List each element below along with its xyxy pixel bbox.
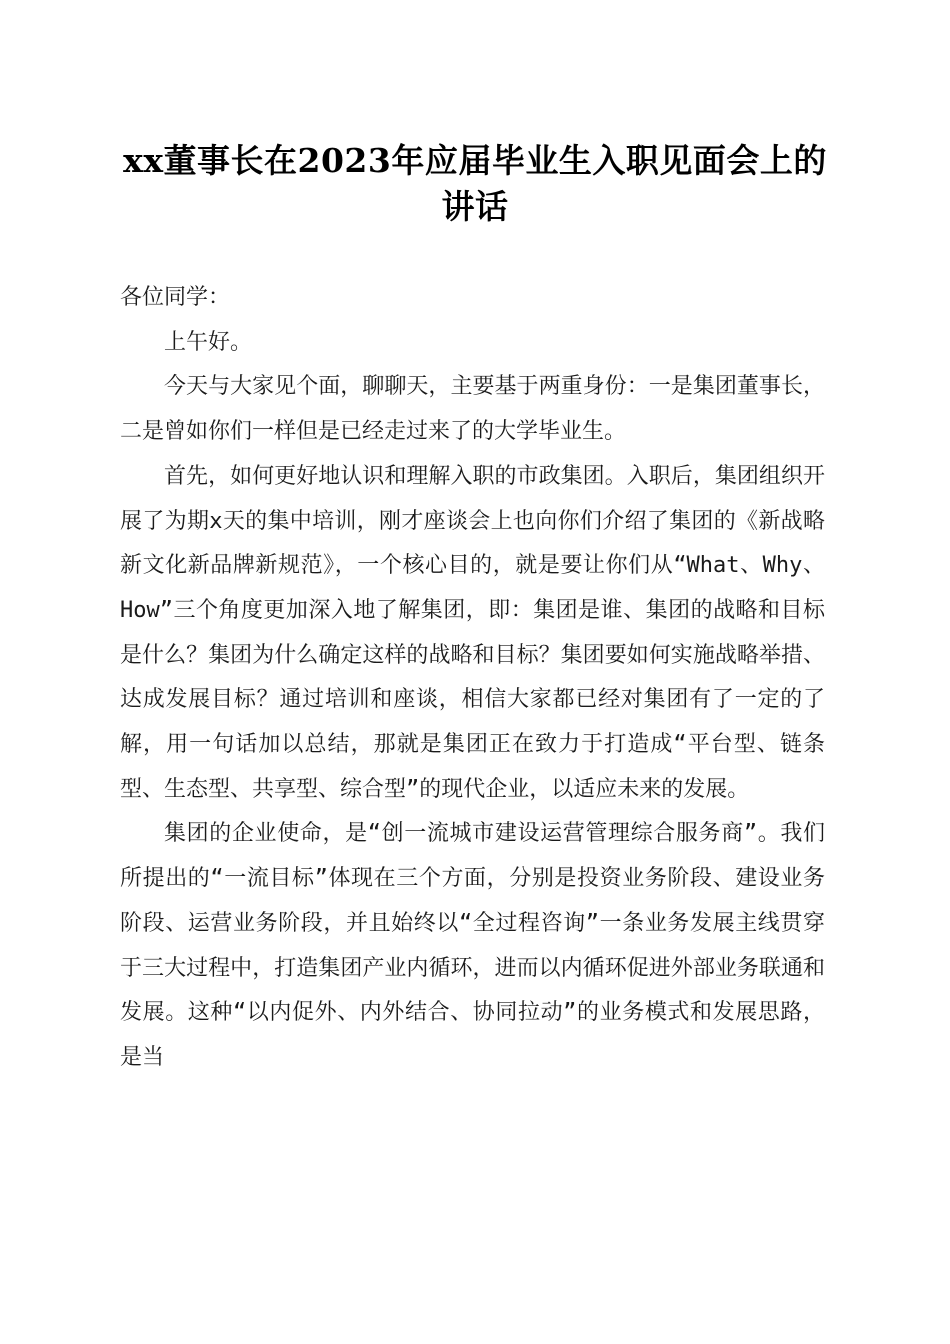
salutation: 各位同学： [120, 285, 231, 310]
paragraph-understanding-group: 首先，如何更好地认识和理解入职的市政集团。入职后，集团组织开展了为期x天的集中培训，刚才座谈会上也向你们介绍了集团的《新战略新文化新品牌新规范》，一个核心目的，就是要让你们从“What、Why、How”三个角度更加深入地了解集团，即：集团是谁、集团的战略和目标是什么？集团为什么确定这样的战略和目标？集团要如何实施战略举措、达成发展目标？通过培训和座谈，相信大家都已经对集团有了一定的了解，用一句话加以总结，那就是集团正在致力于打造成“平台型、链条型、生态型、共享型、综合型”的现代企业，以适应未来的发展。 [120, 463, 825, 802]
paragraph-mission: 集团的企业使命，是“创一流城市建设运营管理综合服务商”。我们所提出的“一流目标”体现在三个方面，分别是投资业务阶段、建设业务阶段、运营业务阶段，并且始终以“全过程咨询”一条业务发展主线贯穿于三大过程中，打造集团产业内循环，进而以内循环促进外部业务联通和发展。这种“以内促外、内外结合、协同拉动”的业务模式和发展思路，是当 [120, 821, 825, 1070]
paragraph-introduction: 今天与大家见个面，聊聊天，主要基于两重身份：一是集团董事长，二是曾如你们一样但是已经走过来了的大学毕业生。 [120, 374, 825, 445]
paragraph-greeting: 上午好。 [164, 329, 253, 355]
document-title: xx董事长在2023年应届毕业生入职见面会上的讲话 [123, 141, 827, 226]
document-body [120, 276, 825, 1081]
